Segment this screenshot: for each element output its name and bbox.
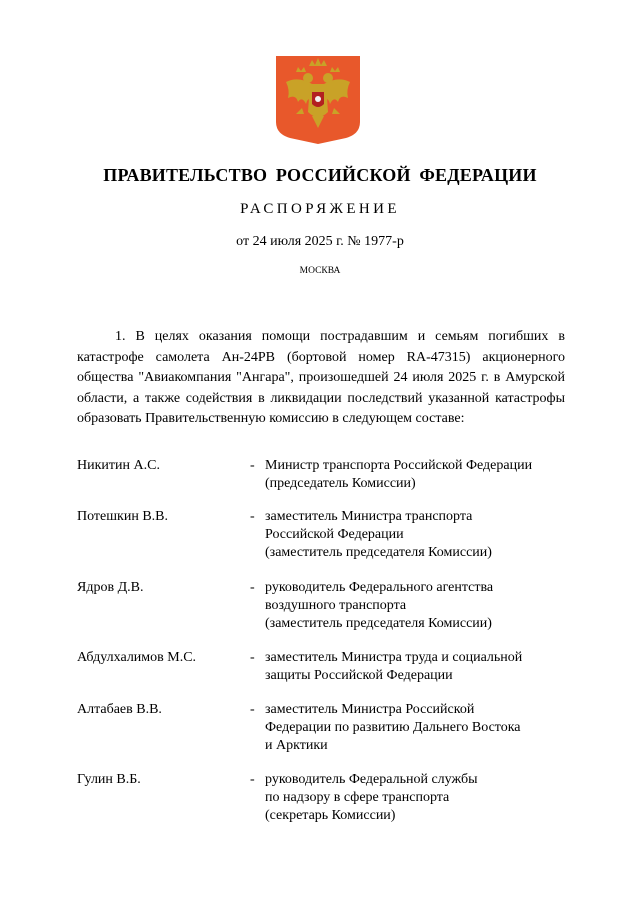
member-name: Гулин В.Б. — [77, 772, 141, 787]
member-dash: - — [250, 458, 255, 473]
member-role-line: (заместитель председателя Комиссии) — [265, 545, 492, 560]
member-role — [265, 579, 565, 633]
member-role-line: (заместитель председателя Комиссии) — [265, 616, 492, 631]
member-row — [77, 508, 577, 579]
member-role-line: заместитель Министра труда и социальной — [265, 650, 523, 665]
member-dash: - — [250, 650, 255, 665]
document-type: РАСПОРЯЖЕНИЕ — [240, 201, 400, 217]
member-row — [77, 579, 577, 649]
member-role-line: заместитель Министра Российской — [265, 702, 475, 717]
member-row — [77, 649, 577, 701]
member-row — [77, 701, 577, 771]
member-role-line: Министр транспорта Российской Федерации — [265, 458, 533, 473]
document-date-number: от 24 июля 2025 г. № 1977-р — [236, 234, 404, 249]
member-role-line: руководитель Федерального агентства — [265, 580, 494, 595]
member-role-line: (председатель Комиссии) — [265, 476, 416, 491]
coat-of-arms-icon — [276, 56, 360, 144]
member-role-line: Федерации по развитию Дальнего Востока — [265, 720, 521, 735]
member-role — [265, 457, 565, 493]
member-role — [265, 771, 565, 825]
member-name: Никитин А.С. — [77, 458, 160, 473]
member-name: Ядров Д.В. — [77, 580, 144, 595]
member-role-line: (секретарь Комиссии) — [265, 808, 396, 823]
member-row — [77, 771, 577, 831]
member-dash: - — [250, 509, 255, 524]
member-role-line: Российской Федерации — [265, 527, 404, 542]
member-row — [77, 457, 577, 508]
member-role — [265, 508, 565, 562]
member-dash: - — [250, 702, 255, 717]
member-role — [265, 649, 565, 685]
member-dash: - — [250, 580, 255, 595]
order-paragraph-1: 1. В целях оказания помощи пострадавшим и семьям погибших в катастрофе самолета Ан-24РВ (бортовой номер RA-47315) акционерного общества "Авиакомпания "Ангара", произошедшей 24 июля 2025 г. в Амурской области, а также содействия в ликвидации последствий указанной катастрофы образовать Правительственную комиссию в следующем составе: — [77, 329, 565, 426]
member-dash: - — [250, 772, 255, 787]
member-role-line: заместитель Министра транспорта — [265, 509, 473, 524]
member-role-line: и Арктики — [265, 738, 328, 753]
member-name: Алтабаев В.В. — [77, 702, 162, 717]
commission-members-list — [77, 457, 577, 831]
member-name: Потешкин В.В. — [77, 509, 168, 524]
government-title: ПРАВИТЕЛЬСТВО РОССИЙСКОЙ ФЕДЕРАЦИИ — [103, 165, 537, 185]
member-role-line: защиты Российской Федерации — [265, 668, 453, 683]
document-city: МОСКВА — [299, 266, 341, 276]
member-role-line: руководитель Федеральной службы — [265, 772, 478, 787]
member-role-line: по надзору в сфере транспорта — [265, 790, 450, 805]
member-role — [265, 701, 565, 755]
member-name: Абдулхалимов М.С. — [77, 650, 197, 665]
member-role-line: воздушного транспорта — [265, 598, 407, 613]
